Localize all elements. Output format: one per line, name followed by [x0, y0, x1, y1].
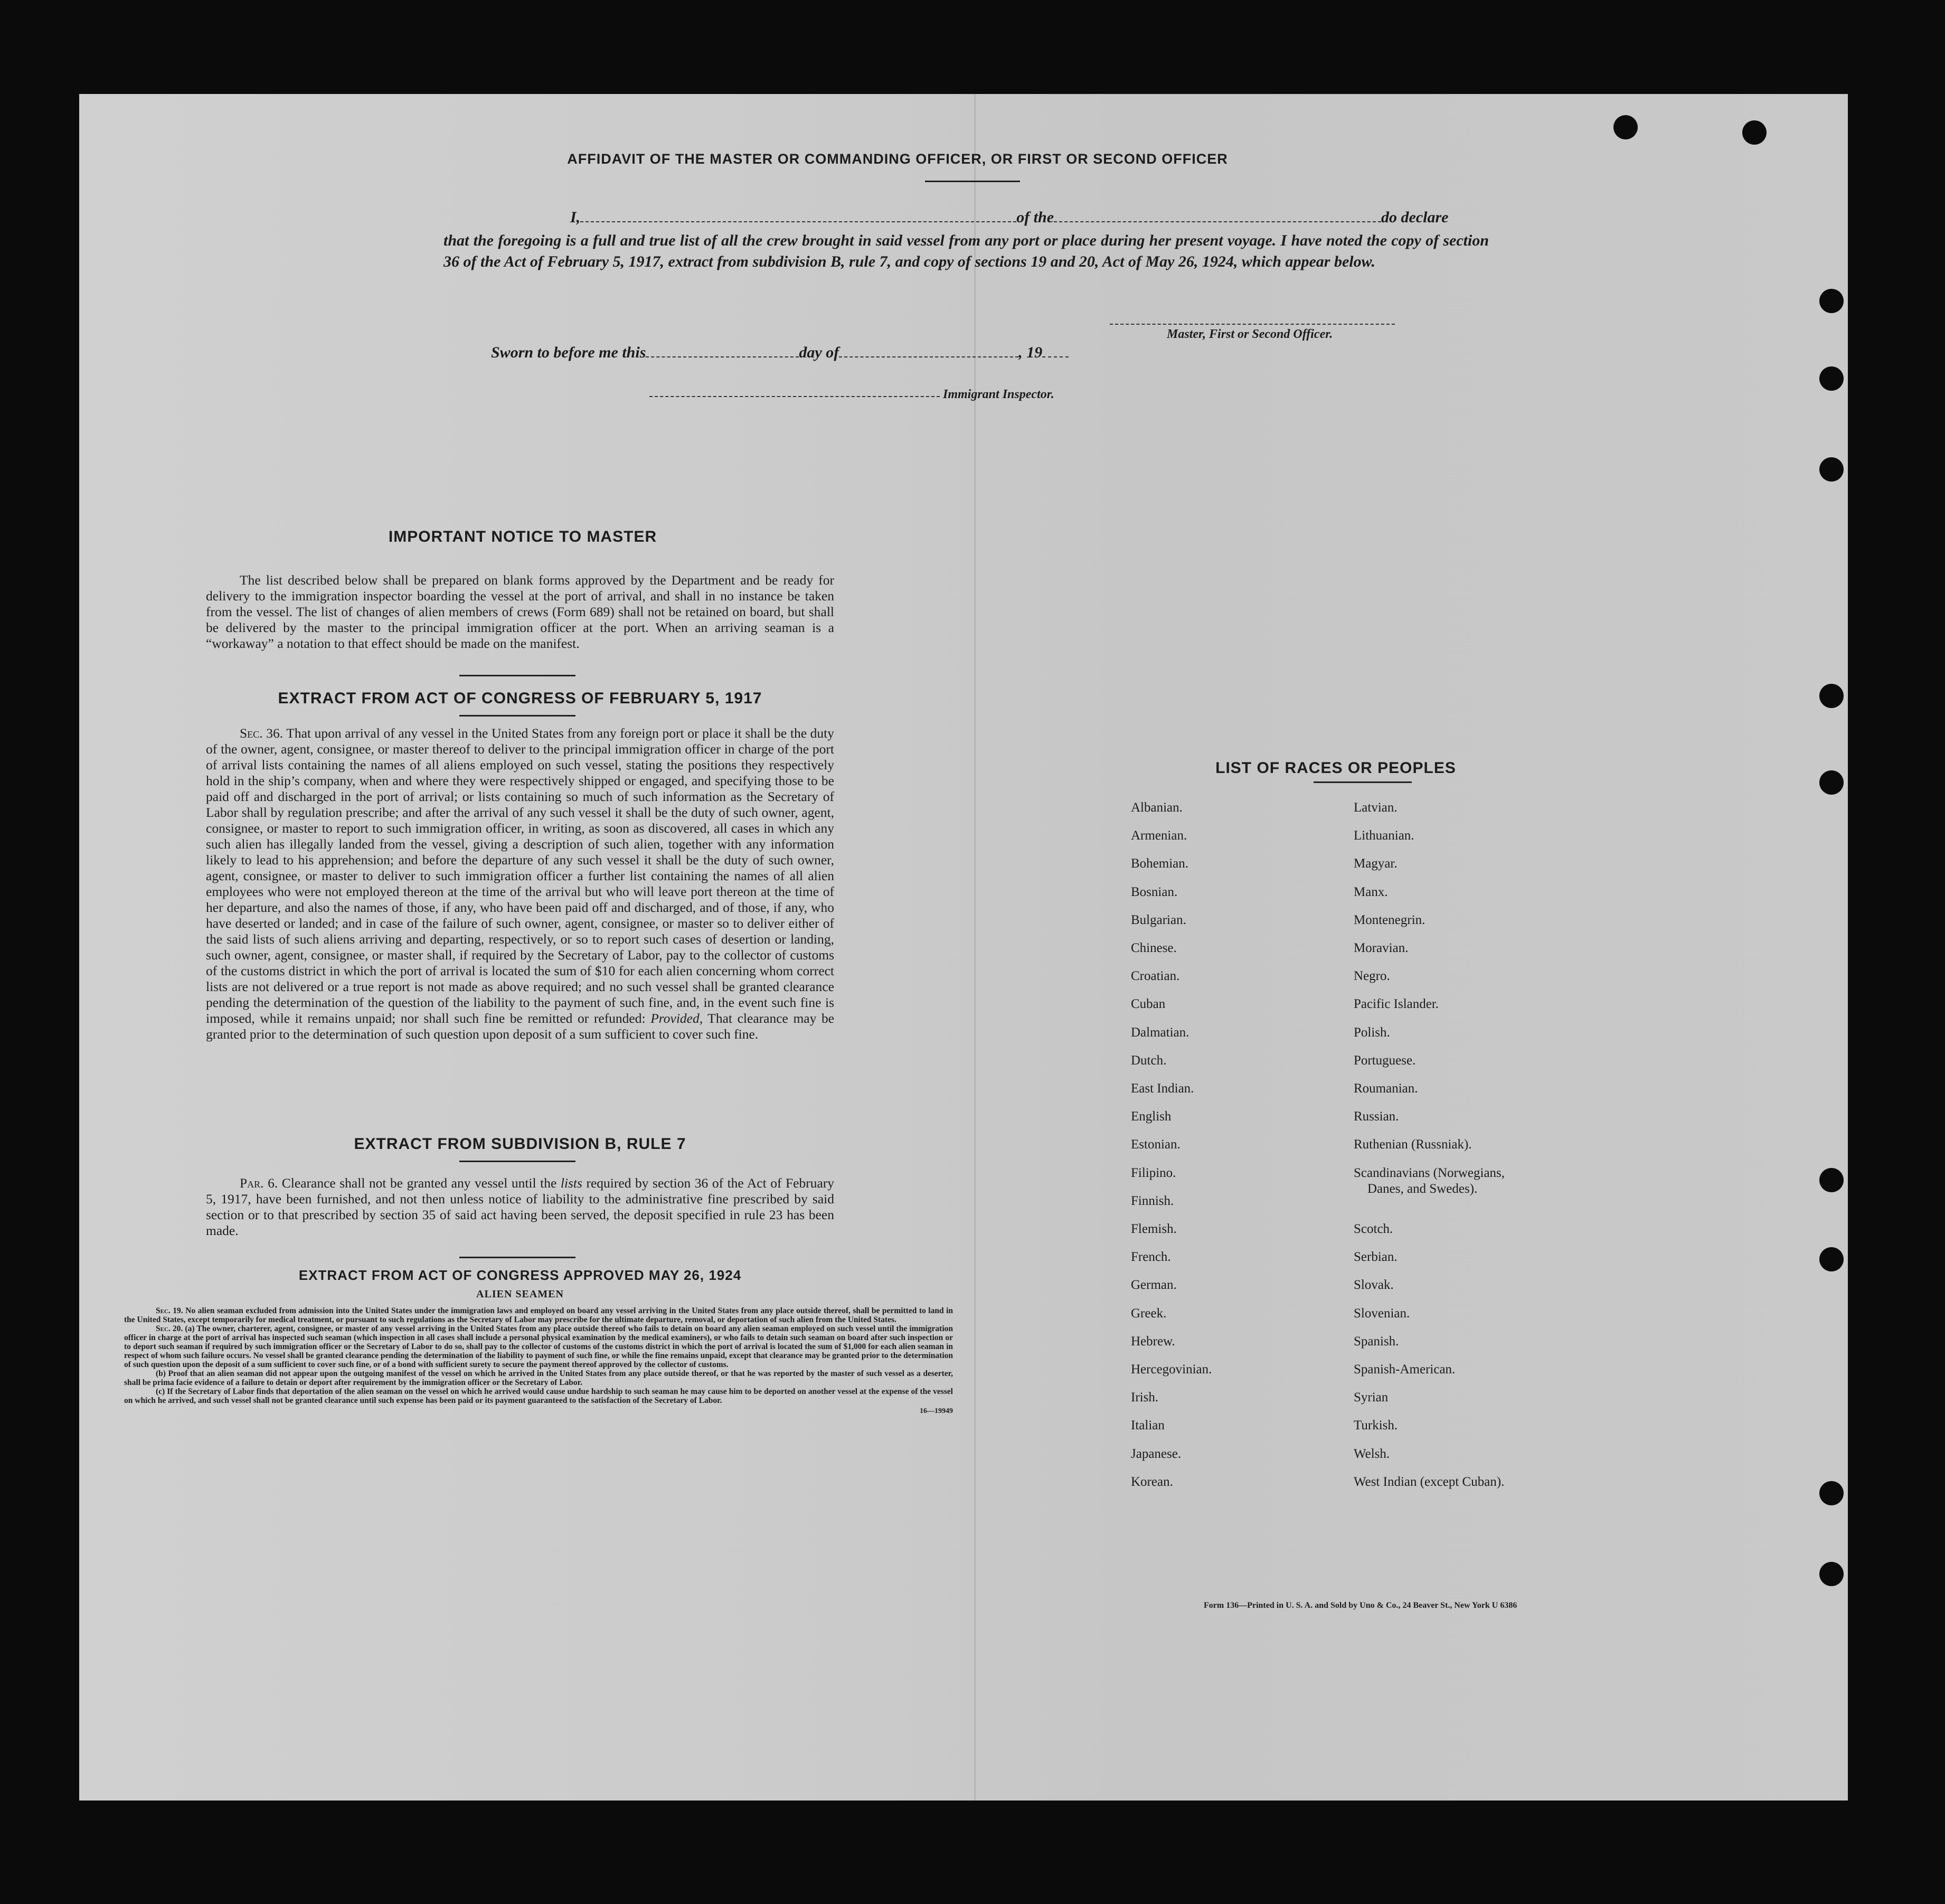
race-item: Manx.	[1354, 885, 1388, 899]
race-item: West Indian (except Cuban).	[1354, 1475, 1505, 1489]
race-item: Turkish.	[1354, 1418, 1398, 1432]
par6-label: Par. 6.	[240, 1175, 278, 1191]
rule7-end-rule	[459, 1257, 575, 1258]
race-item: Magyar.	[1354, 856, 1398, 871]
rule7-text-a: Clearance shall not be granted any vessel until the	[281, 1175, 557, 1191]
race-item: Ruthenian (Russniak).	[1354, 1137, 1472, 1152]
sec20a-text	[124, 1324, 953, 1369]
race-item: Hebrew.	[1131, 1334, 1175, 1349]
sworn-label: Sworn to before me this	[491, 344, 646, 361]
rule7-title: EXTRACT FROM SUBDIVISION B, RULE 7	[354, 1135, 686, 1153]
binder-hole	[1819, 684, 1844, 708]
act1917-text	[206, 725, 834, 1042]
race-item: Greek.	[1131, 1306, 1167, 1321]
master-signature-line[interactable]	[1110, 324, 1395, 325]
race-item: German.	[1131, 1278, 1177, 1292]
race-item: Estonian.	[1131, 1137, 1181, 1152]
affidavit-title: AFFIDAVIT OF THE MASTER OR COMMANDING OFFICER, OR FIRST OR SECOND OFFICER	[567, 151, 1228, 167]
race-item: Hercegovinian.	[1131, 1362, 1212, 1377]
printer-footer: Form 136—Printed in U. S. A. and Sold by Uno & Co., 24 Beaver St., New York U 6386	[1204, 1601, 1517, 1610]
declare-label: do declare	[1381, 209, 1449, 226]
race-item-continued: Danes, and Swedes).	[1367, 1182, 1478, 1196]
race-item: Croatian.	[1131, 969, 1180, 983]
race-item: Moravian.	[1354, 941, 1409, 955]
rule7-text-b: required by section 36 of the Act of February 5, 1917, have been furnished, and not then unless notice of liability to the administrative fine prescribed by said section or to that prescribed by section 35 of said act having been served, the deposit specified in rule 23 has been made.	[206, 1175, 835, 1238]
rule7-lists: lists	[560, 1175, 582, 1191]
race-item: Montenegrin.	[1354, 913, 1425, 927]
sworn-month-blank[interactable]	[839, 356, 1018, 357]
sec19-body: No alien seaman excluded from admission into the United States under the immigration laws and employed on board any vessel arriving in the United States from any place outside thereof, shall be permitted to land in the United States, except temporarily for medical treatment, or pursuant to such regulations as the Secretary of Labor may prescribe for the ultimate departure, removal, or deportation of such alien from the United States.	[124, 1306, 953, 1324]
race-item: Dalmatian.	[1131, 1025, 1189, 1040]
race-item: Spanish.	[1354, 1334, 1399, 1349]
form-number: 16—19949	[920, 1407, 953, 1415]
race-item: Armenian.	[1131, 828, 1187, 843]
rule7-rule	[459, 1161, 575, 1162]
binder-hole	[1819, 1562, 1844, 1586]
race-item: Chinese.	[1131, 941, 1177, 955]
race-item: Serbian.	[1354, 1250, 1398, 1264]
day-of-label: day of	[799, 344, 839, 361]
sec36-body: That upon arrival of any vessel in the United States from any foreign port or place it shall be the duty of the owner, agent, consignee, or master thereof to deliver to the principal immigration officer in charge of the port of arrival lists containing the names of all aliens employed on such vessel, stating the positions they respectively hold in the ship’s company, when and where they were respectively shipped or engaged, and specifying those to be paid off and discharged in the port of arrival; or lists containing so much of such information as the Secretary of Labor shall by regulation prescribe; and after the arrival of any such vessel it shall be the duty of such owner, agent, consignee, or master to report to such immigration officer, in writing, as soon as discovered, all cases in which any such alien has illegally landed from the vessel, giving a description of such alien, together with any information likely to lead to his apprehension; and before the departure of any such vessel it shall be the duty of such owner, agent, consignee, or master to deliver to such immigration officer a further list containing the names of all alien employees who were not employed thereon at the time of the arrival but who will leave port thereon at the time of her departure, and also the names of those, if any, who have been paid off and discharged, and of those, if any, who have deserted or landed; and in case of the failure of such owner, agent, consignee, or master so to deliver either of the said lists of such aliens arriving and departing, respectively, or so to report such cases of desertion or landing, such owner, agent, consignee, or master shall, if required by the Secretary of Labor, pay to the collector of customs of the customs district in which the port of arrival is located the sum of $10 for each alien concerning whom correct lists are not delivered or a true report is not made as above required; and no such vessel shall be granted clearance pending the determination of the question of the liability to the payment of such fine, and, in the event such fine is imposed, while it remains unpaid; nor shall such fine be remitted or refunded:	[206, 725, 834, 1026]
year-blank[interactable]	[1042, 356, 1069, 357]
binder-hole	[1613, 115, 1638, 139]
race-item: Korean.	[1131, 1475, 1173, 1489]
sec19-text	[124, 1306, 953, 1324]
race-item: Russian.	[1354, 1109, 1399, 1124]
act1924-subtitle: ALIEN SEAMEN	[476, 1288, 564, 1300]
race-item: Bulgarian.	[1131, 913, 1186, 927]
act1924-title: EXTRACT FROM ACT OF CONGRESS APPROVED MAY 26, 1924	[298, 1267, 742, 1283]
race-item: Italian	[1131, 1418, 1165, 1432]
binder-hole	[1819, 1481, 1844, 1505]
sec20b-text: (b) Proof that an alien seaman did not appear upon the outgoing manifest of the vessel on which he arrived in the United States from any place outside thereof, or that he was reported by the master of such vessel as a deserter, shall be prima facie evidence of a failure to detain or deport after requirement by the immigration officer or the Secretary of Labor.	[124, 1369, 953, 1387]
sec36-provided: Provided,	[650, 1011, 703, 1026]
notice-text: The list described below shall be prepared on blank forms approved by the Department and be ready for delivery to the immigration inspector boarding the vessel at the port of arrival, and shall in no instance be taken from the vessel. The list of changes of alien members of crews (Form 689) shall not be retained on board, but shall be delivered by the master to the principal immigration officer at the port. When an arriving seaman is a “workaway” a notation to that effect should be made on the manifest.	[206, 572, 834, 651]
race-item: Roumanian.	[1354, 1081, 1418, 1096]
name-blank[interactable]	[580, 221, 1016, 222]
race-item: Scotch.	[1354, 1222, 1393, 1236]
sworn-line: Sworn to before me this day of , 19	[491, 342, 1230, 363]
race-item: Scandinavians (Norwegians,	[1354, 1166, 1505, 1180]
races-title: LIST OF RACES OR PEOPLES	[1215, 759, 1456, 777]
binder-hole	[1742, 120, 1767, 145]
master-signature-label: Master, First or Second Officer.	[1167, 327, 1333, 341]
race-item: Bosnian.	[1131, 885, 1178, 899]
race-item: Negro.	[1354, 969, 1390, 983]
race-item: Slovenian.	[1354, 1306, 1410, 1321]
binder-hole	[1819, 457, 1844, 482]
sec20a-body: (a) The owner, charterer, agent, consignee, or master of any vessel arriving in the United States from any place outside thereof who fails to detain on board any alien seaman employed on such vessel until the immigration officer in charge at the port of arrival has inspected such seaman (which inspection in all cases shall include a personal physical examination by the medical examiners), or who fails to detain such seaman on board after such inspection or to deport such seaman if required by such immigration officer or the Secretary of Labor to do so, shall pay to the collector of customs of the customs district in which the port of arrival is located the sum of $1,000 for each alien seaman in respect of whom such failure occurs. No vessel shall be granted clearance pending the determination of the liability to payment of such fine, or while the fine remains unpaid, except that clearance may be granted prior to the determination of such question upon the deposit of a sum sufficient to cover such fine, or of a bond with sufficient surety to secure the payment thereof approved by the collector of customs.	[124, 1324, 953, 1369]
rule7-text	[206, 1175, 834, 1239]
sec19-label: Sec. 19.	[156, 1306, 183, 1315]
of-the-label: of the	[1016, 209, 1054, 226]
document-page	[79, 94, 1848, 1801]
race-item: Lithuanian.	[1354, 828, 1414, 843]
race-item: Syrian	[1354, 1390, 1389, 1405]
race-item: Japanese.	[1131, 1447, 1182, 1461]
race-item: Spanish-American.	[1354, 1362, 1456, 1377]
act1917-rule	[459, 715, 575, 717]
race-item: Latvian.	[1354, 800, 1398, 815]
races-right-column	[1354, 800, 1649, 1603]
binder-hole	[1819, 289, 1844, 313]
binder-hole	[1819, 770, 1844, 795]
sworn-day-blank[interactable]	[646, 356, 799, 357]
race-item: French.	[1131, 1250, 1171, 1264]
race-item: Pacific Islander.	[1354, 997, 1439, 1011]
inspector-signature-label: Immigrant Inspector.	[943, 388, 1054, 401]
affidavit-line1	[443, 207, 1489, 228]
year-label: 19	[1026, 344, 1043, 361]
sec20-label: Sec. 20.	[156, 1324, 183, 1333]
notice-rule	[459, 675, 575, 676]
sec20c-text: (c) If the Secretary of Labor finds that deportation of the alien seaman on the vessel on which he arrived would cause undue hardship to such seaman he may cause him to be deported on another vessel at the expense of the vessel on which he arrived, and such vessel shall not be granted clearance until such expense has been paid or its payment guaranteed to the satisfaction of the Secretary of Labor.	[124, 1387, 953, 1405]
act1924-body	[124, 1306, 953, 1416]
act1917-title: EXTRACT FROM ACT OF CONGRESS OF FEBRUARY 5, 1917	[278, 690, 762, 707]
races-rule	[1314, 781, 1412, 783]
race-item: Flemish.	[1131, 1222, 1177, 1236]
race-item: Albanian.	[1131, 800, 1183, 815]
race-item: English	[1131, 1109, 1172, 1124]
races-left-column	[1131, 800, 1332, 1603]
race-item: Portuguese.	[1354, 1053, 1416, 1068]
inspector-signature-line[interactable]	[649, 396, 940, 397]
sec36-end: That clearance may be granted prior to the determination of such question upon deposit of a sum sufficient to cover such fine.	[206, 1011, 835, 1042]
race-item: Slovak.	[1354, 1278, 1394, 1292]
title-rule	[925, 181, 1020, 182]
declaration-text: that the foregoing is a full and true list of all the crew brought in said vessel from any port or place during her present voyage. I have noted the copy of section 36 of the Act of February 5, 1917, extract from subdivision B, rule 7, and copy of sections 19 and 20, Act of May 26, 1924, which appear below.	[443, 232, 1489, 270]
race-item: Cuban	[1131, 997, 1166, 1011]
race-item: Dutch.	[1131, 1053, 1167, 1068]
race-item: Welsh.	[1354, 1447, 1390, 1461]
vessel-blank[interactable]	[1054, 221, 1381, 222]
notice-title: IMPORTANT NOTICE TO MASTER	[388, 528, 657, 545]
binder-hole	[1819, 1247, 1844, 1271]
race-item: East Indian.	[1131, 1081, 1194, 1096]
binder-hole	[1819, 1168, 1844, 1192]
race-item: Bohemian.	[1131, 856, 1189, 871]
race-item: Filipino.	[1131, 1166, 1176, 1180]
i-label: I,	[570, 209, 581, 226]
race-item: Polish.	[1354, 1025, 1390, 1040]
race-item: Irish.	[1131, 1390, 1159, 1405]
race-item: Finnish.	[1131, 1194, 1174, 1208]
sec36-label: Sec. 36.	[240, 725, 284, 741]
binder-hole	[1819, 366, 1844, 391]
